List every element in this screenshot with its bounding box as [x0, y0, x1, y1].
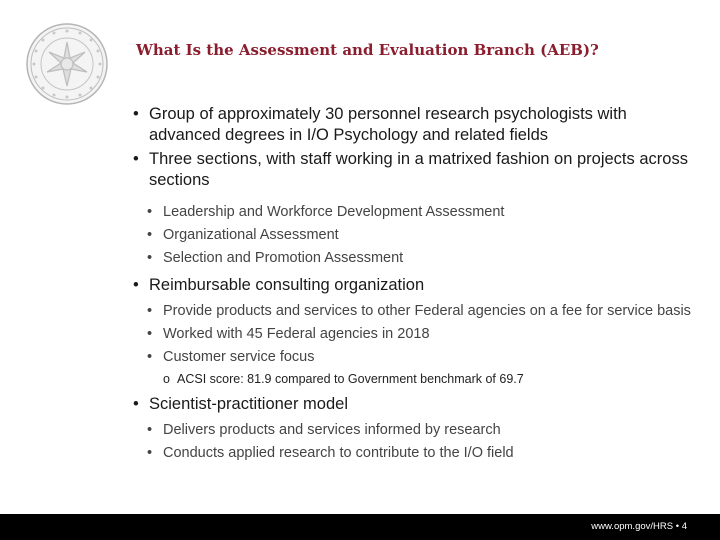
sub-bullet-item [143, 203, 698, 222]
footer-separator: • [675, 521, 680, 532]
bullet-marker: • [133, 105, 139, 123]
sub-bullet-text: Delivers products and services informed by research [163, 422, 501, 438]
bullet-marker: • [147, 250, 153, 266]
sub-bullet-item [143, 421, 698, 440]
bullet-text: Scientist-practitioner model [149, 395, 348, 413]
sub-sub-bullet-item [163, 371, 698, 387]
bullet-marker: • [147, 445, 153, 461]
sub-bullet-text: Organizational Assessment [163, 227, 339, 243]
sub-bullet-text: Selection and Promotion Assessment [163, 250, 404, 266]
sub-bullet-item [143, 325, 698, 344]
bullet-item [128, 104, 698, 146]
footer-bar [0, 514, 720, 540]
bullet-item [128, 149, 698, 191]
sub-bullet-text: Conducts applied research to contribute to the I/O field [163, 445, 514, 461]
footer-url[interactable]: www.opm.gov/HRS [591, 521, 674, 532]
bullet-marker: • [147, 422, 153, 438]
bullet-marker: • [147, 303, 153, 319]
sub-sub-bullet-text: ACSI score: 81.9 compared to Government benchmark of 69.7 [177, 372, 524, 386]
sub-bullet-text: Provide products and services to other Federal agencies on a fee for service basis [163, 303, 691, 319]
bullet-marker: • [133, 395, 139, 413]
sub-bullet-item [143, 348, 698, 367]
bullet-text: Group of approximately 30 personnel research psychologists with advanced degrees in I/O Psychology and related fields [149, 105, 627, 144]
sub-bullet-text: Worked with 45 Federal agencies in 2018 [163, 326, 430, 342]
bullet-marker: • [147, 227, 153, 243]
bullet-marker: • [147, 204, 153, 220]
bullet-item [128, 275, 698, 296]
bullet-text: Three sections, with staff working in a matrixed fashion on projects across sections [149, 150, 688, 189]
sub-bullet-item [143, 226, 698, 245]
bullet-item [128, 394, 698, 415]
sub-bullet-item [143, 302, 698, 321]
circle-bullet-marker: o [163, 372, 170, 386]
page-number: 4 [681, 521, 687, 532]
bullet-marker: • [147, 326, 153, 342]
opm-seal-icon [25, 22, 109, 106]
footer-info [591, 521, 687, 532]
sub-bullet-item [143, 444, 698, 463]
bullet-marker: • [133, 276, 139, 294]
sub-bullet-text: Leadership and Workforce Development Assessment [163, 204, 505, 220]
bullet-text: Reimbursable consulting organization [149, 276, 425, 294]
bullet-marker: • [133, 150, 139, 168]
slide-title: What Is the Assessment and Evaluation Branch (AEB)? [136, 41, 599, 59]
sub-bullet-text: Customer service focus [163, 349, 315, 365]
sub-bullet-item [143, 249, 698, 268]
bullet-list [128, 104, 698, 467]
bullet-marker: • [147, 349, 153, 365]
